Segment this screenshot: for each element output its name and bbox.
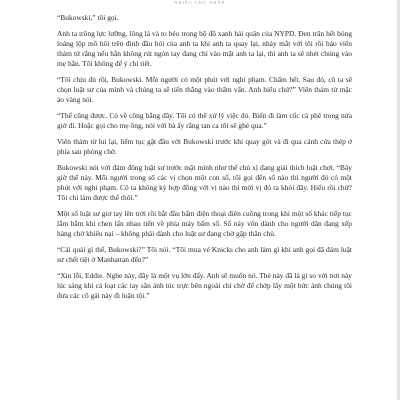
paragraph: “Thế cũng được. Có về công bằng đây. Tôi có thể xử lý việc đó. Biến đi làm cốc cà phê trong nửa giờ đi. Hoặc gọi cho mẹ ông, nói với bà ấy rằng tan ca tôi sẽ ghé qua.” (57, 111, 352, 131)
paragraph: Bukowski nói với đám đông luật sư trước mặt mình như thể chủ xị đang giải thích luật chơi. “Bây giờ thế này. Mỗi người trong số các vị chọn một con số, tôi gọi đến số nào thì người đó có một phút với nghi phạm. Cô ta không kỳ hợp đồng với vị nào thì mời vị đó ra khỏi đây. Hiểu rồi chứ? Tôi chỉ làm được thế thôi.” (57, 162, 352, 203)
paragraph: Anh ta trông lực lưỡng, lông lá và to béo trong bộ đồ xanh hải quân của NYPD. Đen trăn hết bóng loáng lộp mồ hôi trên đỉnh đầu hói của anh ta khi anh ta quay lại, nhảy mắt với tôi rồi bảo viên thám tử rằng nếu hắn không rút ngón tay đang chỉ vào mặt anh ta lại, thì anh ta sẽ nhét chúng vào mẹ hắn. Tôi không để ý chi tiết. (57, 28, 352, 69)
paragraph: “Cái quái gì thế, Bukowski?” Tôi nói. “Tôi mua vé Knicks cho anh làm gì khi anh gọi đã đám luật sư chết tiệt ở Manhattan đến?” (57, 245, 352, 265)
running-head: NHIỀU CHỦ NHÂN (174, 0, 226, 5)
body-text (57, 13, 352, 302)
paragraph: Một số luật sư giơ tay lên trời rồi bắt đầu bấm điện thoại điên cuồng trong khi một số khác tiếp tục lắm bắm khi chen lấn nhau tiến về phía máy bấm số. Số này vốn dành cho người dân đang xếp hàng chờ khiếu nại – không phải dành cho luật sư đang chờ gặp thân chủ. (57, 209, 352, 239)
paragraph: Viên thám tử lui lại, liếm tục gặt đầu với Bukowski trước khi quay gót và đi qua cánh cửa thép ở phía sau phòng chờ. (57, 136, 352, 157)
paragraph: “Tôi chịu đủ rồi, Bukowski. Mỗi người có một phút với nghi phạm. Chấm hết. Sau đó, cô ta sẽ chọn luật sư của mình và chúng ta sẽ tiến thẳng vào thẩm vấn. Anh hiểu chứ?” Viên thám tử mặc áo vàng nói. (57, 74, 352, 105)
paragraph: “Bukowski,” tôi gọi. (57, 13, 119, 22)
paragraph: “Xin lỗi, Eddie. Nghe này, đây là một vụ lớn đấy. Anh sẽ muốn nó. Thẻ này đã là gì so với nơi này lúc sáng khi cả loạt các tay săn ảnh túc trực bên ngoài chỉ chờ để chớp lấy một bức ảnh chúng tôi đưa các cô gái này đi luận tội.” (57, 271, 352, 301)
